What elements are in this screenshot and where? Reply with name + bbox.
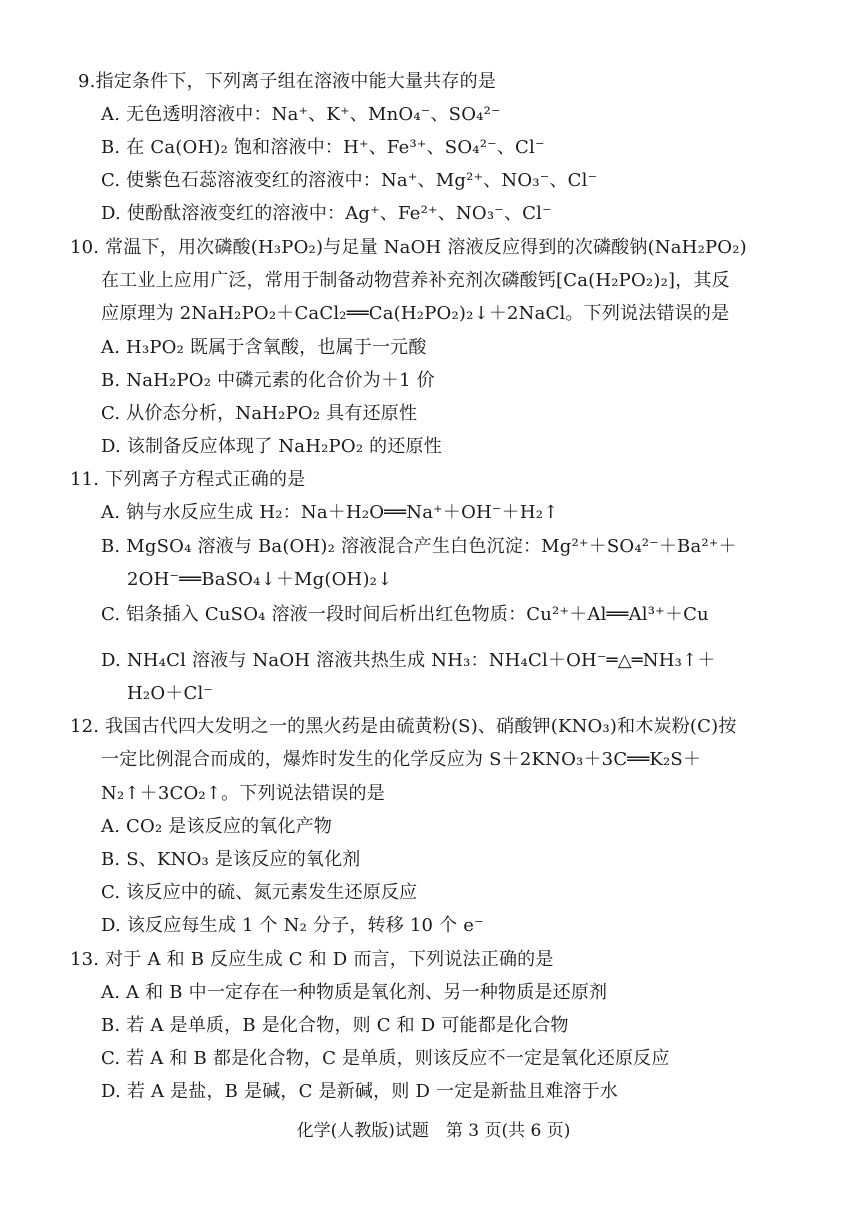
question-10-option-d: D. 该制备反应体现了 NaH₂PO₂ 的还原性 — [101, 436, 442, 457]
question-9-stem: 9.指定条件下，下列离子组在溶液中能大量共存的是 — [78, 71, 496, 92]
question-11-stem: 11. 下列离子方程式正确的是 — [70, 469, 306, 490]
question-12-stem-line-1: 12. 我国古代四大发明之一的黑火药是由硫黄粉(S)、硝酸钾(KNO₃)和木炭粉(C)按 — [70, 716, 737, 737]
question-13-option-d: D. 若 A 是盐，B 是碱，C 是新碱，则 D 一定是新盐且难溶于水 — [101, 1081, 618, 1102]
question-12-option-c: C. 该反应中的硫、氮元素发生还原反应 — [101, 882, 418, 903]
question-10-stem-line-2: 在工业上应用广泛，常用于制备动物营养补充剂次磷酸钙[Ca(H₂PO₂)₂]，其反 — [101, 270, 730, 291]
question-11-option-b: B. MgSO₄ 溶液与 Ba(OH)₂ 溶液混合产生白色沉淀：Mg²⁺＋SO₄²⁻＋Ba²⁺＋ — [101, 536, 737, 557]
question-12-stem-line-3: N₂↑＋3CO₂↑。下列说法错误的是 — [101, 783, 385, 804]
question-13-option-b: B. 若 A 是单质，B 是化合物，则 C 和 D 可能都是化合物 — [101, 1015, 569, 1036]
question-13-stem: 13. 对于 A 和 B 反应生成 C 和 D 而言，下列说法正确的是 — [70, 949, 554, 970]
question-12-stem-line-2: 一定比例混合而成的，爆炸时发生的化学反应为 S＋2KNO₃＋3C══K₂S＋ — [101, 749, 702, 770]
question-11-option-c: C. 铝条插入 CuSO₄ 溶液一段时间后析出红色物质：Cu²⁺＋Al══Al³⁺＋Cu — [101, 604, 709, 625]
question-9-option-b: B. 在 Ca(OH)₂ 饱和溶液中：H⁺、Fe³⁺、SO₄²⁻、Cl⁻ — [101, 137, 545, 158]
question-10-stem-line-3: 应原理为 2NaH₂PO₂＋CaCl₂══Ca(H₂PO₂)₂↓＋2NaCl。下列说法错误的是 — [101, 303, 730, 324]
question-13-option-a: A. A 和 B 中一定存在一种物质是氧化剂、另一种物质是还原剂 — [101, 982, 608, 1003]
question-10-stem-line-1: 10. 常温下，用次磷酸(H₃PO₂)与足量 NaOH 溶液反应得到的次磷酸钠(NaH₂PO₂) — [70, 237, 747, 258]
question-11-option-d-continued: H₂O＋Cl⁻ — [127, 683, 214, 704]
question-9-option-c: C. 使紫色石蕊溶液变红的溶液中：Na⁺、Mg²⁺、NO₃⁻、Cl⁻ — [101, 170, 598, 191]
page-footer: 化学(人教版)试题 第 3 页(共 6 页) — [296, 1121, 571, 1141]
question-10-option-b: B. NaH₂PO₂ 中磷元素的化合价为＋1 价 — [101, 370, 435, 391]
question-11-option-a: A. 钠与水反应生成 H₂：Na＋H₂O══Na⁺＋OH⁻＋H₂↑ — [101, 502, 559, 523]
question-11-option-d: D. NH₄Cl 溶液与 NaOH 溶液共热生成 NH₃：NH₄Cl＋OH⁻═△═NH₃↑＋ — [101, 650, 716, 671]
question-13-option-c: C. 若 A 和 B 都是化合物，C 是单质，则该反应不一定是氧化还原反应 — [101, 1048, 670, 1069]
question-9-option-a: A. 无色透明溶液中：Na⁺、K⁺、MnO₄⁻、SO₄²⁻ — [101, 104, 501, 125]
question-12-option-d: D. 该反应每生成 1 个 N₂ 分子，转移 10 个 e⁻ — [101, 915, 484, 936]
question-10-option-c: C. 从价态分析，NaH₂PO₂ 具有还原性 — [101, 403, 418, 424]
question-11-option-b-continued: 2OH⁻══BaSO₄↓＋Mg(OH)₂↓ — [127, 569, 393, 590]
question-12-option-b: B. S、KNO₃ 是该反应的氧化剂 — [101, 849, 361, 870]
question-9-option-d: D. 使酚酞溶液变红的溶液中：Ag⁺、Fe²⁺、NO₃⁻、Cl⁻ — [101, 203, 552, 224]
question-12-option-a: A. CO₂ 是该反应的氧化产物 — [101, 816, 333, 837]
question-10-option-a: A. H₃PO₂ 既属于含氧酸，也属于一元酸 — [101, 337, 427, 358]
